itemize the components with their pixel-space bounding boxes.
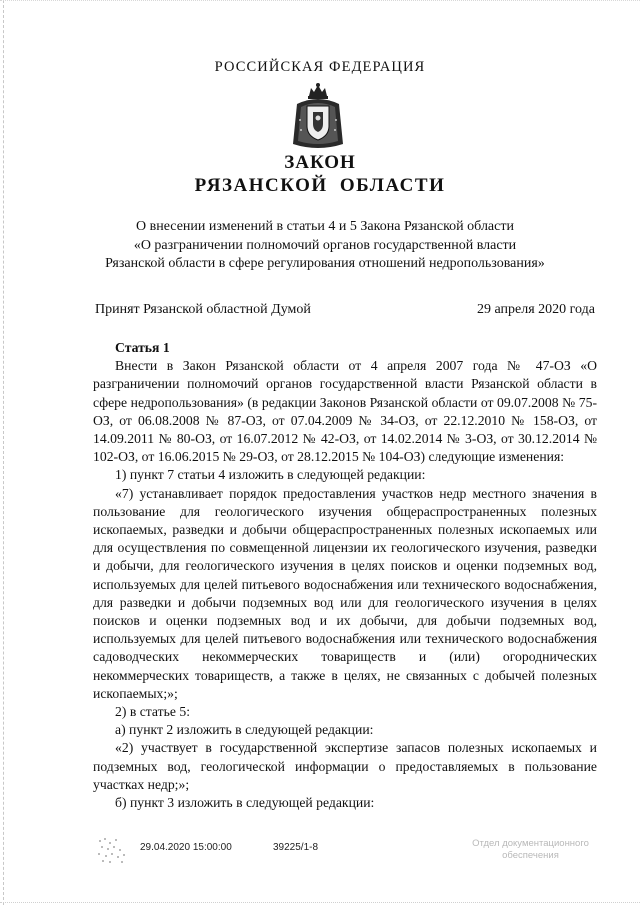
coat-of-arms-icon	[287, 82, 349, 152]
federation-heading: РОССИЙСКАЯ ФЕДЕРАЦИЯ	[214, 59, 426, 75]
amendment-subitem: б) пункт 3 изложить в следующей редакции:	[115, 795, 375, 811]
subject-line: О внесении изменений в статьи 4 и 5 Закона Рязанской области	[136, 219, 514, 234]
department-stamp	[448, 838, 613, 862]
region-name: РЯЗАНСКОЙ ОБЛАСТИ	[194, 175, 446, 196]
amendment-text: «7) устанавливает порядок предоставления участков недр местного значения в пользование для геологического изучения общераспространенных полезных ископаемых, разведки и добычи общераспространенных полезных ископаемых или для осуществления по совмещенной лицензии их геологического изучения, разведки и добычи, для геологического изучения в целях поисков и оценки подземных вод, используемых для целей питьевого водоснабжения или технического водоснабжения, для разведки и добычи подземных вод или для геологического изучения в целях поисков и оценки подземных вод и их добычи, для добычи подземных вод, используемых для целей питьевого водоснабжения или технического водоснабжения садоводческих некоммерческих товариществ и (или) огороднических некоммерческих товариществ, а также в целях, не связанных с добычей полезных ископаемых;»;	[93, 485, 597, 701]
subject-line: Рязанской области в сфере регулирования отношений недропользования»	[105, 256, 545, 271]
amendment-item: 2) в статье 5:	[115, 704, 191, 720]
law-word: ЗАКОН	[284, 152, 356, 173]
adoption-date: 29 апреля 2020 года	[477, 302, 595, 317]
law-subject	[80, 218, 570, 274]
stamp-line: обеспечения	[502, 850, 559, 861]
registration-number: 39225/1-8	[273, 842, 319, 853]
barcode-mark-icon	[95, 834, 131, 866]
registration-datetime: 29.04.2020 15:00:00	[140, 842, 232, 853]
adopted-by: Принят Рязанской областной Думой	[95, 302, 311, 317]
scan-top-edge	[0, 0, 640, 4]
stamp-line: Отдел документационного	[472, 838, 589, 849]
article-title: Статья 1	[115, 340, 170, 355]
law-title	[0, 151, 640, 197]
scan-edge	[3, 0, 4, 905]
amendment-text: «2) участвует в государственной экспертизе запасов полезных ископаемых и подземных вод, геологической информации о предоставляемых в пользование участках недр;»;	[93, 740, 597, 792]
subject-line: «О разграничении полномочий органов государственной власти	[133, 237, 517, 253]
scan-bottom-edge	[0, 902, 640, 903]
adoption-line	[95, 302, 595, 318]
article-body	[93, 339, 597, 812]
article-intro: Внести в Закон Рязанской области от 4 апреля 2007 года № 47-ОЗ «О разграничении полномочий органов государственной власти Рязанской области в сфере недропользования» (в редакции Законов Рязанской области от 09.07.2008 № 75-ОЗ, от 06.08.2008 № 87-ОЗ, от 07.04.2009 № 34-ОЗ, от 22.12.2010 № 158-ОЗ, от 14.09.2011 № 80-ОЗ, от 16.07.2012 № 42-ОЗ, от 14.02.2014 № 3-ОЗ, от 30.12.2014 № 102-ОЗ, от 16.06.2015 № 29-ОЗ, от 28.12.2015 № 104-ОЗ) следующие изменения:	[93, 358, 597, 465]
amendment-subitem: а) пункт 2 изложить в следующей редакции:	[115, 722, 374, 738]
amendment-item: 1) пункт 7 статьи 4 изложить в следующей редакции:	[115, 467, 426, 483]
